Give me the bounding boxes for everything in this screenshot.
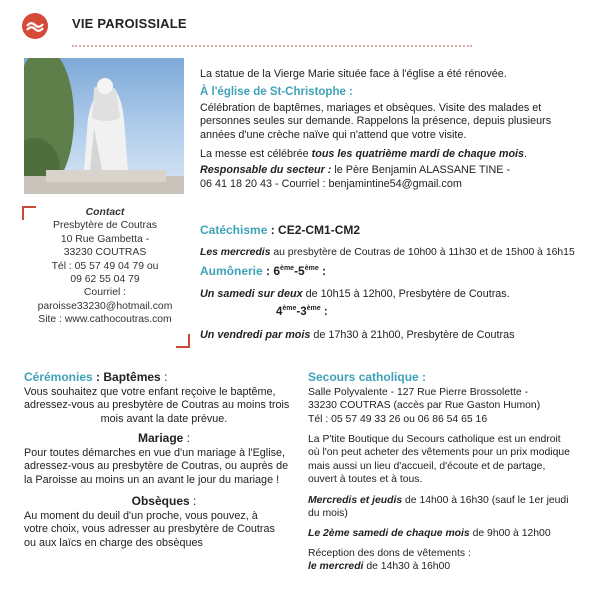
aumonerie-when: Un samedi sur deux (200, 288, 303, 300)
dons-line: Réception des dons de vêtements : (308, 548, 471, 559)
eglise-line: années d'une crèche naïve qui n'attend que votre visite. (200, 128, 467, 141)
obseques-text (24, 510, 304, 550)
messe-line (200, 148, 527, 161)
secours-address-line: Salle Polyvalente - 127 Rue Pierre Brossolette - (308, 387, 529, 398)
boutique-line: La P'tite Boutique du Secours catholique est un endroit (308, 434, 561, 445)
aumonerie-detail: de 17h30 à 21h00, Presbytère de Coutras (310, 329, 515, 341)
catechisme-label: Catéchisme (200, 223, 268, 237)
contact-title: Contact (85, 207, 125, 218)
obseques-heading (24, 494, 304, 508)
contact-email-link[interactable]: paroisse33230@hotmail.com (37, 300, 173, 312)
aumonerie-sup: ème (280, 265, 295, 272)
boutique-line: mais aussi un lieu d'accueil, d'écoute et de partage, (308, 460, 546, 472)
aumonerie-sep: : (262, 264, 274, 278)
contact-website-link[interactable]: Site : www.cathocoutras.com (38, 314, 172, 326)
parish-logo (22, 13, 48, 39)
secours-hours-when: Mercredis et jeudis (308, 495, 403, 506)
eglise-text (200, 102, 580, 142)
statue-note: La statue de la Vierge Marie située face à l'église a été rénovée. (200, 68, 507, 80)
eglise-heading: À l'église de St-Christophe : (200, 86, 353, 98)
aumonerie-schedule-1 (200, 288, 510, 301)
obseques-title: Obsèques (131, 494, 190, 508)
mariage-line: la Paroisse au moins un an avant le jour du mariage ! (24, 473, 280, 486)
secours-address-line: Tél : 05 57 49 33 26 ou 06 86 54 65 16 (308, 413, 488, 425)
responsable-label: Responsable du secteur : (200, 164, 332, 176)
ceremonies-sep: : (92, 370, 104, 384)
responsable-line (200, 164, 510, 177)
secours-address (308, 386, 588, 426)
mariage-line: adressez-vous au presbytère de Coutras, ou auprès de (24, 460, 289, 473)
secours-hours-detail: de 9h00 à 12h00 (469, 528, 551, 539)
aumonerie-level: 6 (273, 264, 281, 278)
ceremonies-label: Cérémonies (24, 370, 93, 384)
obseques-line: votre choix, vous adresser au presbytère de Coutras (24, 523, 275, 536)
secours-hours-when: Le 2ème samedi de chaque mois (308, 528, 470, 539)
virgin-mary-statue-photo (24, 58, 184, 194)
aumonerie-detail: de 10h15 à 12h00, Presbytère de Coutras. (302, 288, 510, 300)
title-divider (72, 45, 472, 47)
mariage-line: Pour toutes démarches en vue d'un mariage à l'Eglise, (24, 447, 285, 459)
mariage-text (24, 447, 304, 487)
bapteme-colon: : (160, 370, 168, 384)
responsable-text: le Père Benjamin ALASSANE TINE - (331, 164, 511, 176)
aumonerie-sup: ème (304, 265, 319, 272)
catechisme-schedule (200, 246, 575, 259)
contact-line: 10 Rue Gambetta - (60, 233, 150, 245)
aumonerie-sup: ème (282, 305, 297, 312)
boutique-line: où l'on peut acheter des vêtements pour un prix modique (308, 447, 570, 459)
aumonerie-colon: : (320, 305, 328, 318)
contact-frame-corner (176, 334, 190, 348)
bapteme-title: Baptêmes (103, 370, 161, 384)
contact-block (24, 206, 186, 327)
mariage-title: Mariage (137, 431, 184, 445)
responsable-contact: 06 41 18 20 43 - Courriel : benjamintine54@gmail.com (200, 178, 462, 190)
eglise-line: Célébration de baptêmes, mariages et obsèques. Visite des malades et (200, 102, 542, 114)
contact-line: 33230 COUTRAS (63, 247, 147, 259)
aumonerie-when: Un vendredi par mois (200, 329, 311, 341)
messe-period: . (524, 148, 528, 160)
catechisme-levels: CE2-CM1-CM2 (278, 223, 361, 237)
aumonerie-heading (200, 264, 326, 278)
contact-line: 09 62 55 04 79 (70, 274, 140, 286)
aumonerie-level: 4 (276, 305, 283, 318)
aumonerie-level: -3 (296, 305, 307, 318)
bapteme-text (24, 386, 304, 426)
contact-line: Tél : 05 57 49 04 79 ou (51, 260, 159, 272)
bapteme-line: Vous souhaitez que votre enfant reçoive le baptême, (24, 386, 276, 398)
catechisme-heading (200, 223, 360, 237)
mariage-heading (24, 431, 304, 445)
obseques-line: Au moment du deuil d'un proche, vous pouvez, à (24, 510, 258, 522)
bapteme-line: adressez-vous au presbytère de Coutras au moins trois (24, 399, 290, 412)
secours-hours-2 (308, 527, 551, 540)
catechisme-detail: au presbytère de Coutras de 10h00 à 11h30 et de 15h00 à 16h15 (270, 247, 575, 258)
aumonerie-label: Aumônerie (200, 264, 263, 278)
aumonerie-level-2 (276, 305, 328, 318)
catechisme-sep: : (267, 223, 279, 237)
obseques-colon: : (189, 494, 197, 508)
contact-line: Courriel : (83, 287, 127, 299)
secours-address-line: 33230 COUTRAS (accès par Rue Gaston Humon) (308, 400, 541, 412)
secours-heading: Secours catholique : (308, 370, 427, 384)
contact-line: Presbytère de Coutras (53, 220, 157, 232)
bapteme-line: mois avant la date prévue. (100, 412, 228, 425)
dons-hours (308, 560, 450, 573)
eglise-line: personnes seules sur demande. Rappelons la présence, depuis plusieurs (200, 115, 552, 128)
messe-text: La messe est célébrée (200, 148, 312, 160)
secours-hours-1 (308, 494, 569, 507)
secours-hours-1-cont: du mois) (308, 508, 348, 519)
page-title: VIE PAROISSIALE (72, 16, 187, 31)
aumonerie-colon: : (318, 264, 327, 278)
boutique-line: ouvert à toutes et à tous. (308, 474, 423, 486)
dons-when: le mercredi (308, 561, 364, 572)
boutique-text (308, 433, 588, 487)
secours-hours-detail: de 14h00 à 16h30 (sauf le 1er jeudi (402, 495, 569, 506)
messe-emphasis: tous les quatrième mardi de chaque mois (311, 148, 525, 160)
catechisme-when: Les mercredis (200, 247, 271, 258)
aumonerie-sup: ème (306, 305, 321, 312)
dons-detail: de 14h30 à 16h00 (363, 561, 451, 572)
aumonerie-level: -5 (294, 264, 305, 278)
obseques-line: ou aux laïcs en charge des obsèques (24, 536, 203, 549)
mariage-colon: : (183, 431, 191, 445)
aumonerie-schedule-2 (200, 329, 515, 342)
ceremonies-heading (24, 370, 167, 384)
